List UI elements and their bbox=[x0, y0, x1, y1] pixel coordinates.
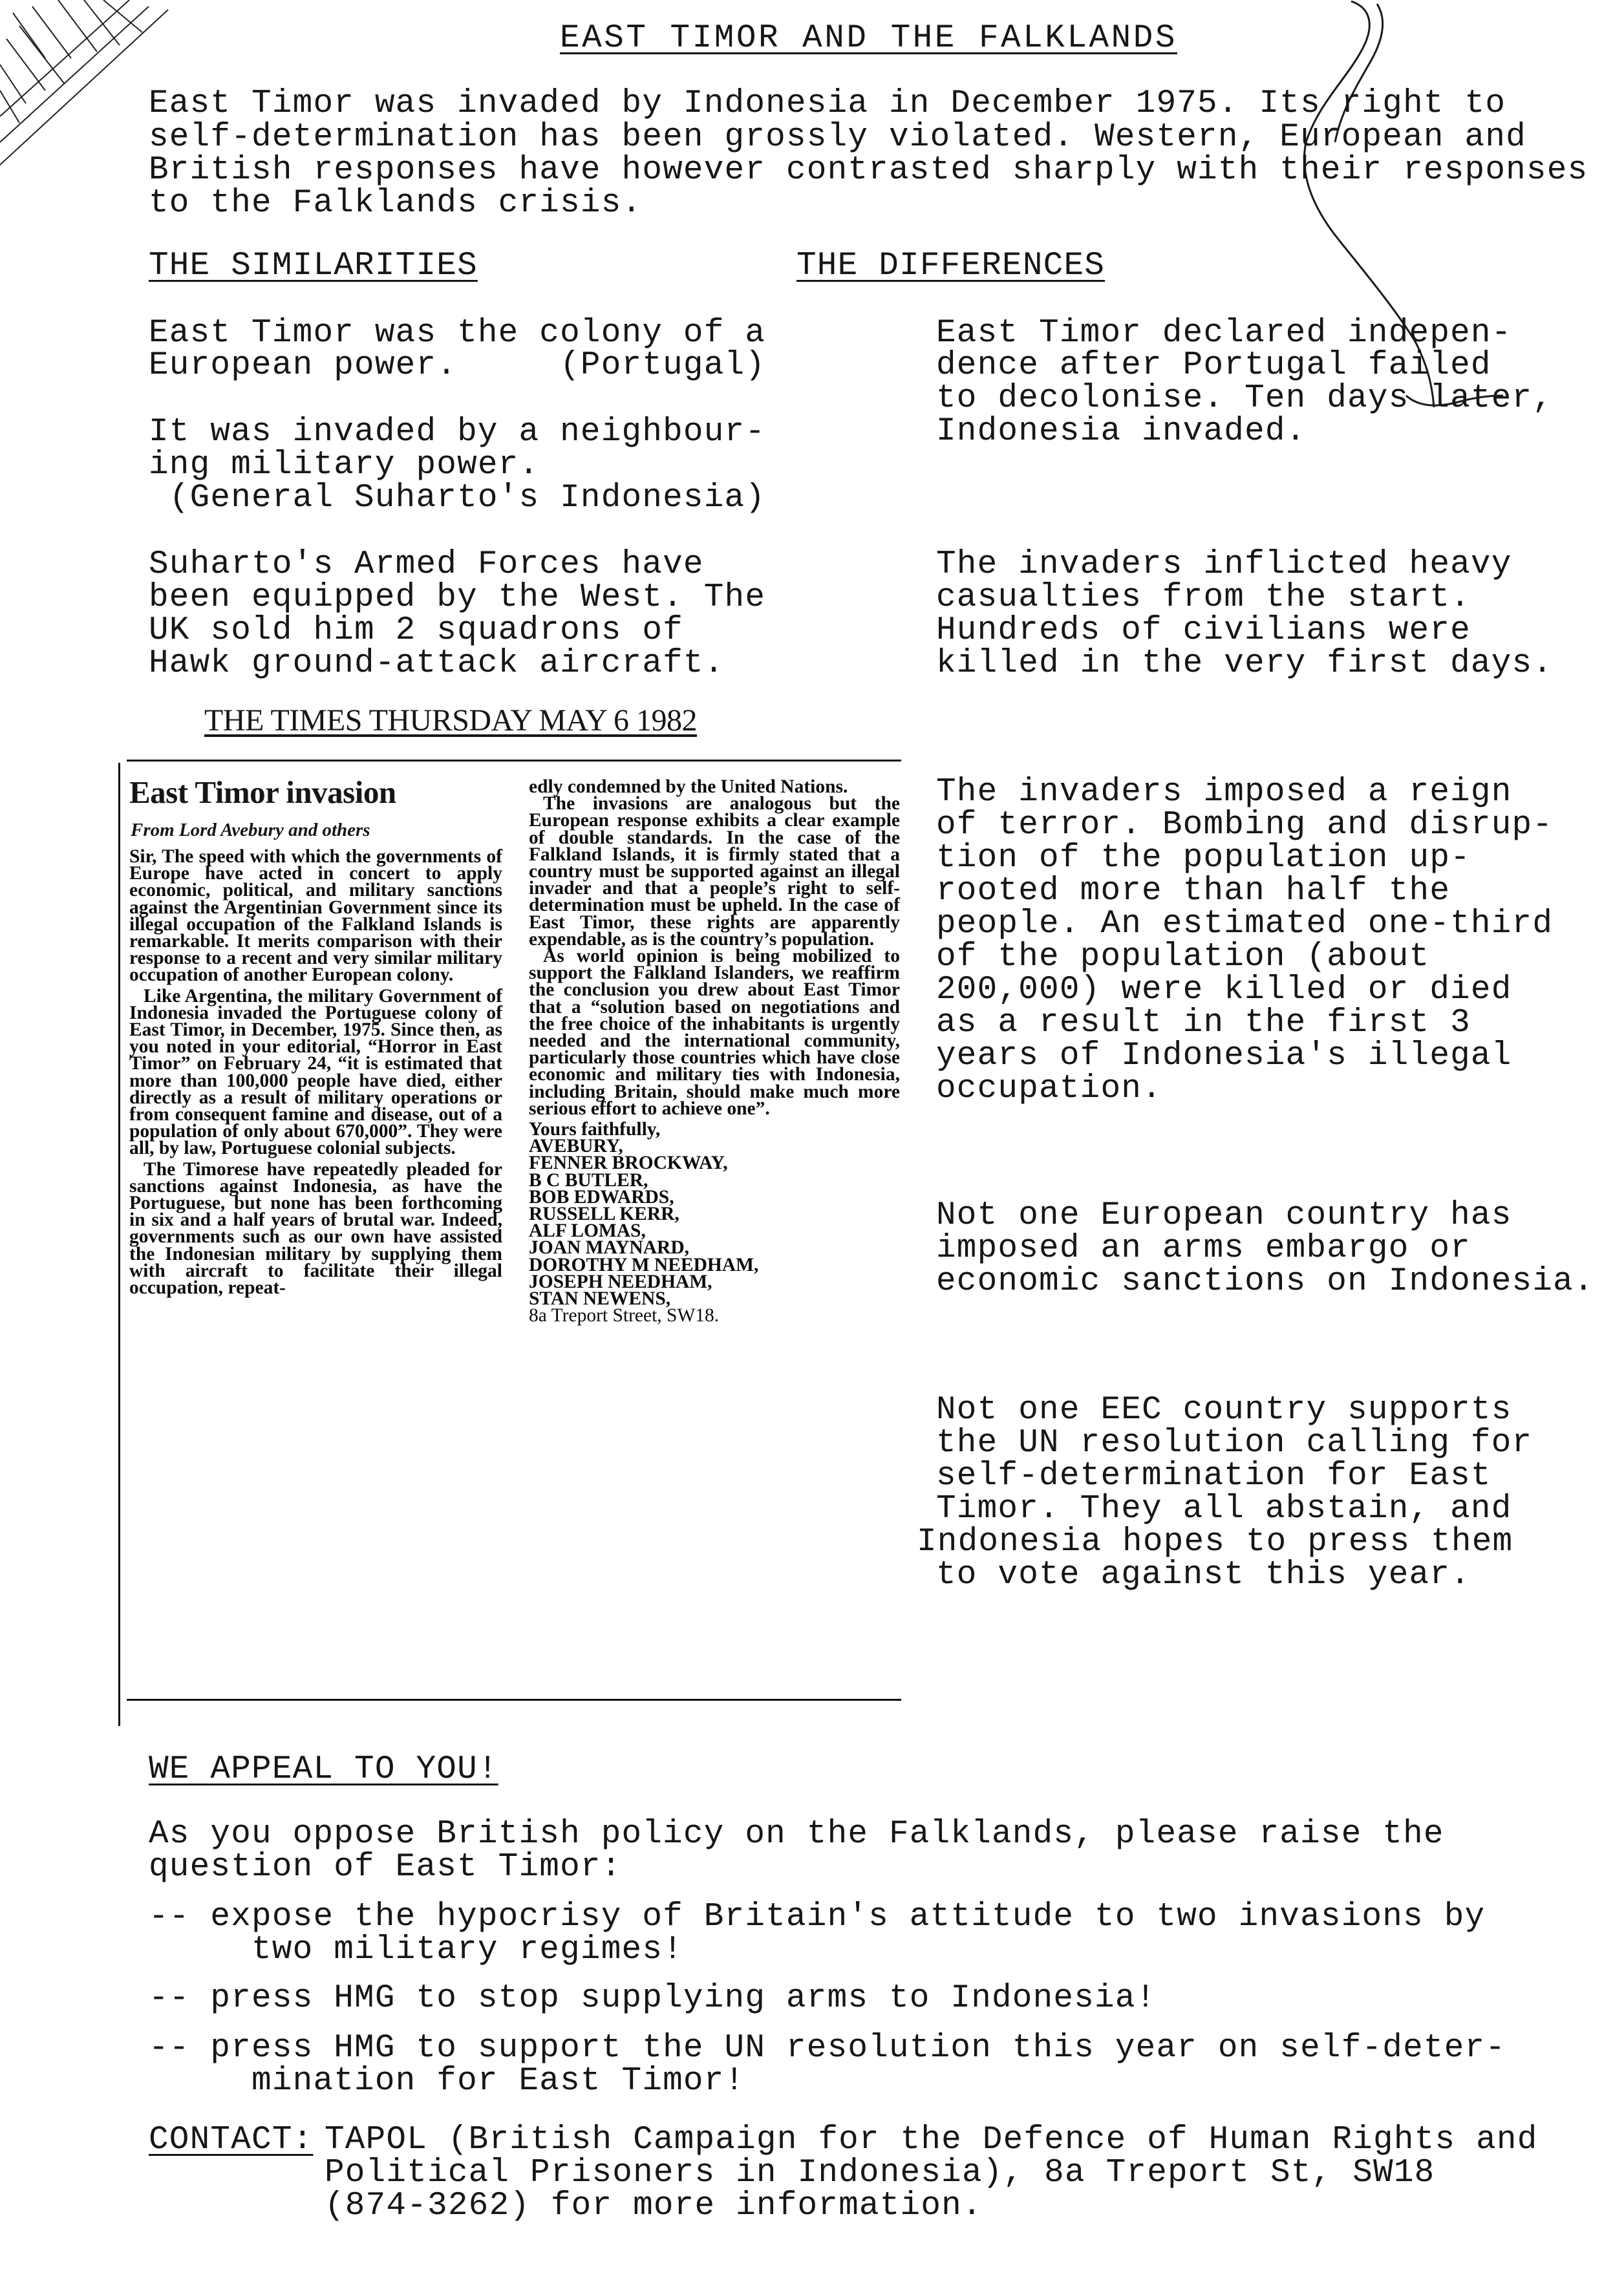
letter-closing: Yours faithfully, bbox=[529, 1119, 661, 1140]
differences-heading: THE DIFFERENCES bbox=[796, 248, 1106, 284]
appeal-bullet: -- expose the hypocrisy of Britain's attitude to two invasions by bbox=[149, 1899, 1486, 1935]
similarity-line: European power. (Portugal) bbox=[149, 347, 766, 384]
letter-paragraph: Like Argentina, the military Government of Indonesia invaded the Portuguese colony of East Timor, in December, 1975. Since then, as you noted in your editorial, “Horror in East Timor” on February 24, “it is estimated that more than 100,000 people have died, either directly as a result of military operations or from consequent famine and disease, out of a population of only about 670,000”. They were all, by law, Portuguese colonial subjects. bbox=[129, 985, 502, 1159]
letter-paragraph: The invasions are analogous but the European response exhibits a clear example of double standards. In the case of the Falkland Islands, it is firmly stated that a country must be supported against an illegal invader and that a people’s right to self-determination must be upheld. In the case of East Timor, these rights are apparently expendable, as is the country’s population. bbox=[529, 793, 900, 950]
appeal-line: As you oppose British policy on the Falklands, please raise the bbox=[149, 1816, 1444, 1853]
difference-line: occupation. bbox=[936, 1071, 1162, 1107]
difference-line: killed in the very first days. bbox=[936, 645, 1554, 682]
signatory: B C BUTLER, bbox=[529, 1169, 648, 1191]
difference-line: Indonesia hopes to press them bbox=[917, 1524, 1513, 1561]
clipping-left-rule bbox=[118, 763, 120, 1726]
letter-paragraph: The Timorese have repeatedly pleaded for sanctions against Indonesia, as have the Portuguese, but none has been forthcoming in six and a half years of brutal war. Indeed, governments such as our own have assisted the Indonesian military by supplying them with aircraft to facilitate their illegal occupation, repeat- bbox=[129, 1158, 502, 1299]
signatory: BOB EDWARDS, bbox=[529, 1186, 674, 1208]
page-title: EAST TIMOR AND THE FALKLANDS bbox=[560, 20, 1177, 57]
similarities-heading: THE SIMILARITIES bbox=[149, 248, 478, 284]
contact-line: TAPOL (British Campaign for the Defence of Human Rights and bbox=[325, 2122, 1538, 2158]
signatories-list bbox=[529, 1136, 900, 1310]
similarity-line: Hawk ground-attack aircraft. bbox=[149, 645, 725, 682]
letter-address: 8a Treport Street, SW18. bbox=[529, 1305, 720, 1326]
difference-line: people. An estimated one-third bbox=[936, 906, 1554, 943]
times-masthead: THE TIMES THURSDAY MAY 6 1982 bbox=[204, 703, 698, 738]
letter-column-1 bbox=[129, 846, 502, 1299]
intro-line: to the Falklands crisis. bbox=[149, 185, 643, 222]
similarity-line: It was invaded by a neighbour- bbox=[149, 414, 766, 451]
contact-label: CONTACT: bbox=[149, 2122, 314, 2158]
similarity-line: (General Suharto's Indonesia) bbox=[149, 480, 766, 517]
difference-line: tion of the population up- bbox=[936, 840, 1471, 877]
difference-line: casualties from the start. bbox=[936, 579, 1471, 616]
similarity-line: UK sold him 2 squadrons of bbox=[149, 612, 683, 649]
difference-line: as a result in the first 3 bbox=[936, 1005, 1471, 1041]
appeal-heading: WE APPEAL TO YOU! bbox=[149, 1751, 498, 1788]
signatory: FENNER BROCKWAY, bbox=[529, 1153, 728, 1174]
signatory: ALF LOMAS, bbox=[529, 1220, 646, 1242]
difference-line: Not one European country has bbox=[936, 1197, 1512, 1234]
similarity-line: Suharto's Armed Forces have bbox=[149, 546, 704, 583]
appeal-bullet: two military regimes! bbox=[149, 1932, 683, 1968]
signatory: DOROTHY M NEEDHAM, bbox=[529, 1254, 759, 1275]
signatory: STAN NEWENS, bbox=[529, 1288, 671, 1310]
clipping-bottom-rule bbox=[127, 1699, 901, 1701]
letter-paragraph: edly condemned by the United Nations. bbox=[529, 776, 848, 797]
difference-line: imposed an arms embargo or bbox=[936, 1230, 1471, 1267]
difference-line: the UN resolution calling for bbox=[936, 1425, 1533, 1462]
letter-byline: From Lord Avebury and others bbox=[131, 820, 370, 840]
letter-paragraph: As world opinion is being mobilized to support the Falkland Islanders, we reaffirm the conclusion you drew about East Timor that a “solution based on negotiations and the free choice of the inhabitants is urgently needed and the international community, particularly those countries which have close economic and military ties with Indonesia, including Britain, should make much more serious effort to achieve one”. bbox=[529, 946, 900, 1119]
difference-line: The invaders imposed a reign bbox=[936, 774, 1512, 811]
appeal-bullet: -- press HMG to stop supplying arms to Indonesia! bbox=[149, 1980, 1157, 2017]
intro-line: British responses have however contrasted sharply with their responses bbox=[149, 152, 1588, 189]
signatory: JOSEPH NEEDHAM, bbox=[529, 1271, 712, 1292]
similarity-line: East Timor was the colony of a bbox=[149, 315, 766, 352]
difference-line: of terror. Bombing and disrup- bbox=[936, 807, 1554, 844]
difference-line: East Timor declared indepen- bbox=[936, 315, 1512, 352]
intro-line: East Timor was invaded by Indonesia in December 1975. Its right to bbox=[149, 85, 1506, 122]
difference-line: The invaders inflicted heavy bbox=[936, 546, 1512, 583]
signatory: JOAN MAYNARD, bbox=[529, 1237, 690, 1259]
signatory: RUSSELL KERR, bbox=[529, 1204, 679, 1225]
letter-column-2 bbox=[529, 778, 900, 1325]
difference-line: of the population (about bbox=[936, 939, 1430, 975]
appeal-bullet: mination for East Timor! bbox=[149, 2063, 745, 2100]
difference-line: Indonesia invaded. bbox=[936, 413, 1307, 450]
signatory: AVEBURY, bbox=[529, 1136, 623, 1157]
difference-line: dence after Portugal failed bbox=[936, 347, 1491, 384]
difference-line: rooted more than half the bbox=[936, 873, 1451, 910]
difference-line: self-determination for East bbox=[936, 1458, 1491, 1495]
difference-line: economic sanctions on Indonesia. bbox=[936, 1263, 1594, 1300]
contact-line: Political Prisoners in Indonesia), 8a Treport St, SW18 bbox=[325, 2155, 1435, 2191]
appeal-bullet: -- press HMG to support the UN resolution this year on self-deter- bbox=[149, 2030, 1506, 2067]
difference-line: Not one EEC country supports bbox=[936, 1392, 1512, 1429]
difference-line: to vote against this year. bbox=[936, 1557, 1471, 1593]
difference-line: to decolonise. Ten days later, bbox=[936, 380, 1554, 417]
letter-paragraph: Sir, The speed with which the governments of Europe have acted in concert to apply economic, political, and military sanctions against the Argentinian Government since its illegal occupation of the Falkland Islands is remarkable. It merits comparison with their response to a recent and very similar military occupation of another European colony. bbox=[129, 846, 502, 986]
similarity-line: been equipped by the West. The bbox=[149, 579, 766, 616]
difference-line: Timor. They all abstain, and bbox=[936, 1491, 1512, 1528]
difference-line: Hundreds of civilians were bbox=[936, 612, 1471, 649]
letter-headline: East Timor invasion bbox=[129, 774, 396, 810]
clipping-top-rule bbox=[127, 760, 901, 762]
difference-line: 200,000) were killed or died bbox=[936, 972, 1512, 1008]
appeal-line: question of East Timor: bbox=[149, 1849, 622, 1886]
contact-line: (874-3262) for more information. bbox=[325, 2188, 983, 2224]
similarity-line: ing military power. bbox=[149, 447, 540, 484]
difference-line: years of Indonesia's illegal bbox=[936, 1038, 1512, 1074]
intro-line: self-determination has been grossly violated. Western, European and bbox=[149, 119, 1526, 156]
